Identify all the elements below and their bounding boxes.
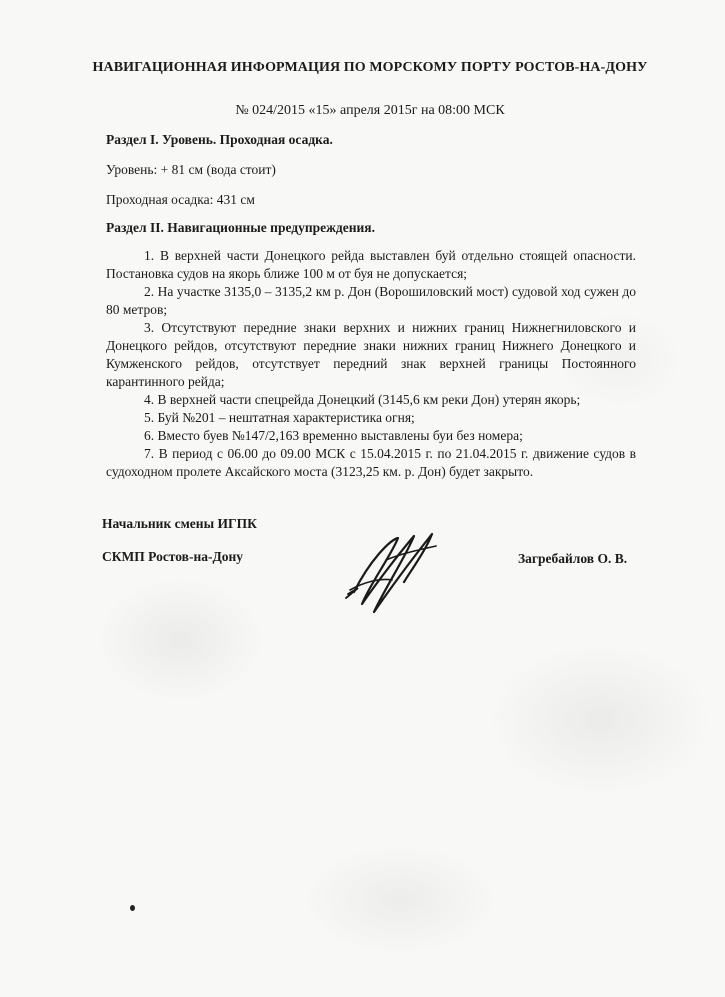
water-level-line: Уровень: + 81 см (вода стоит) bbox=[106, 162, 276, 177]
warning-item-3: 3. Отсутствуют передние знаки верхних и нижних границ Нижнегниловского и Донецкого рейдов, отсутствуют передние знаки нижних границ Нижнего Донецкого и Кумженского рейдов, отсутствует передний знак верхней границы Постоянного карантинного рейда; bbox=[106, 320, 636, 389]
document-subtitle: № 024/2015 «15» апреля 2015г на 08:00 МСК bbox=[235, 103, 505, 118]
warning-item-5: 5. Буй №201 – нештатная характеристика огня; bbox=[144, 410, 415, 425]
signer-name: Загребайлов О. В. bbox=[518, 551, 628, 566]
punch-hole-mark bbox=[130, 905, 135, 911]
section-2-heading: Раздел II. Навигационные предупреждения. bbox=[106, 220, 375, 235]
warning-item-1: 1. В верхней части Донецкого рейда выставлен буй отдельно стоящей опасности. Постановка судов на якорь ближе 100 м от буя не допускается; bbox=[106, 248, 636, 281]
warning-item-7: 7. В период с 06.00 до 09.00 МСК с 15.04.2015 г. по 21.04.2015 г. движение судов в судоходном пролете Аксайского моста (3123,25 км. р. Дон) будет закрыто. bbox=[106, 446, 636, 479]
warning-item-6: 6. Вместо буев №147/2,163 временно выставлены буи без номера; bbox=[144, 428, 523, 443]
signer-position-line1: Начальник смены ИГПК bbox=[102, 516, 257, 531]
warning-item-4: 4. В верхней части спецрейда Донецкий (3145,6 км реки Дон) утерян якорь; bbox=[144, 392, 581, 407]
signer-position-line2: СКМП Ростов-на-Дону bbox=[102, 549, 244, 564]
warning-item-2: 2. На участке 3135,0 – 3135,2 км р. Дон (Ворошиловский мост) судовой ход сужен до 80 метров; bbox=[106, 284, 636, 317]
warnings-list bbox=[106, 247, 636, 481]
document-title: НАВИГАЦИОННАЯ ИНФОРМАЦИЯ ПО МОРСКОМУ ПОРТУ РОСТОВ-НА-ДОНУ bbox=[92, 60, 648, 75]
passage-draft-line: Проходная осадка: 431 см bbox=[106, 192, 255, 207]
handwritten-signature bbox=[340, 520, 460, 620]
section-1-heading: Раздел I. Уровень. Проходная осадка. bbox=[106, 132, 333, 147]
